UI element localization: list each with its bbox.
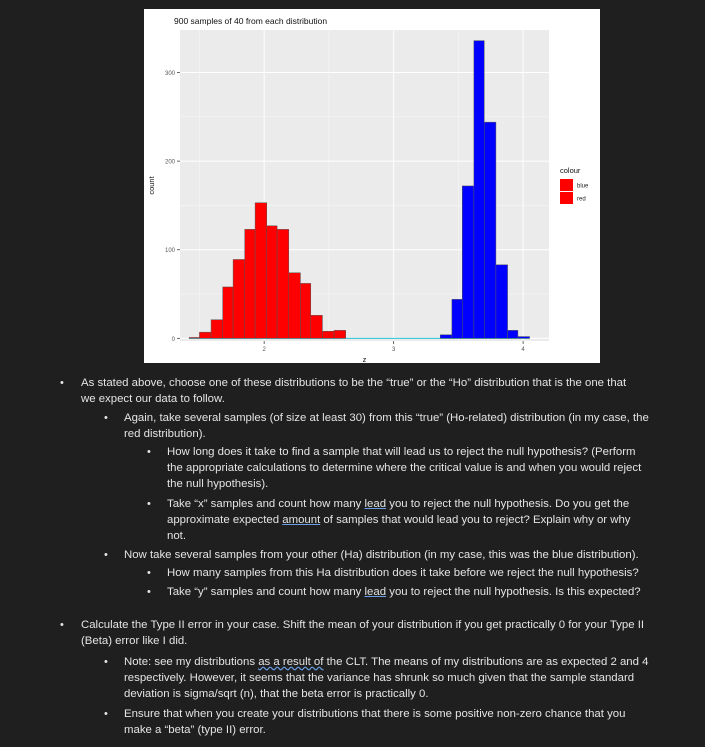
text-line: red distribution). [124,428,206,440]
text-run: approximate expected [167,514,283,526]
spellcheck-word[interactable]: lead [364,586,387,598]
text-run: Take “y” samples and count how many [167,586,365,598]
bullet: • [147,567,151,579]
text-run: Take “x” samples and count how many [167,498,365,510]
text-line: Again, take several samples (of size at least 30) from this “true” (Ho-related) distribution (in my case, the [124,412,649,424]
text-line: the null hypothesis). [167,478,269,490]
text-line: not. [167,530,186,542]
chart-title: 900 samples of 40 from each distribution [174,16,328,26]
text-line: make a “beta” (type II) error. [124,724,266,736]
text-line [124,654,648,670]
y-tick-label: 300 [164,71,175,78]
x-tick-label: 2 [262,347,266,353]
y-tick-label: 200 [164,159,175,166]
text-line: Calculate the Type II error in your case. Shift the mean of your distribution if you get practically 0 for your Type II [81,619,645,631]
bullet: • [104,656,108,668]
text-line [167,512,631,528]
bullet: • [104,708,108,720]
text-run: you to reject the null hypothesis. Is this expected? [386,586,641,598]
y-tick-label: 0 [171,336,175,343]
text-line: we expect our data to follow. [81,393,225,405]
bullet: • [147,586,151,598]
text-line: respectively. However, it seems that the variance has shrunk so much given that the sample standard [124,672,635,684]
bullet: • [147,446,151,458]
x-axis-label: z [362,355,367,363]
y-tick-label: 100 [164,248,175,255]
text-line: deviation is sigma/sqrt (n), that the beta error is practically 0. [124,688,429,700]
text-run: Note: see my distributions [124,656,259,668]
text-line: Ensure that when you create your distributions that there is some positive non-zero chance that you [124,708,626,720]
bullet: • [147,498,151,510]
text-run: of samples that would lead you to reject? Explain why or why [320,514,631,526]
text-line [167,496,629,512]
bullet: • [104,412,108,424]
bullet: • [104,549,108,561]
legend-label-red: red [577,196,586,203]
grammar-flag[interactable]: as a result of [258,656,324,668]
text-line: How long does it take to find a sample that will lead us to reject the null hypothesis? (Perform [167,446,636,458]
bullet: • [60,377,64,389]
legend-title: colour [560,166,581,175]
legend-label-blue: blue [577,183,589,190]
x-tick-label: 4 [521,347,525,353]
bullet: • [60,619,64,631]
text-run: you to reject the null hypothesis. Do you get the [386,498,630,510]
text-line: the appropriate calculations to determine where the critical value is and when you would reject [167,462,642,474]
x-tick-label: 3 [391,347,396,353]
spellcheck-word[interactable]: amount [282,514,321,526]
text-run: the CLT. The means of my distributions are as expected 2 and 4 [323,656,649,668]
text-line [167,584,641,600]
text-line: (Beta) error like I did. [81,635,188,647]
text-line: Now take several samples from your other (Ha) distribution (in my case, this was the blue distribution). [124,549,639,561]
y-axis-label: count [147,176,156,195]
text-line: How many samples from this Ha distribution does it take before we reject the null hypothesis? [167,567,639,579]
spellcheck-word[interactable]: lead [364,498,387,510]
text-line: As stated above, choose one of these distributions to be the “true” or the “Ho” distribution that is the one that [81,377,627,389]
